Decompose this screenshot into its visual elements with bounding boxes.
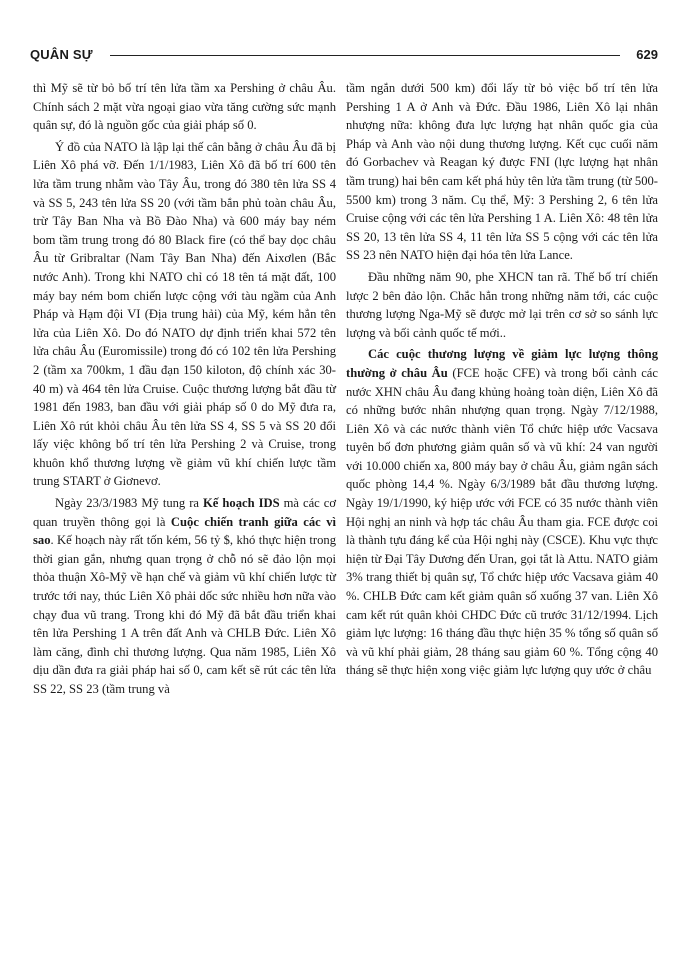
bold-text: Kế hoạch IDS	[203, 496, 280, 511]
bold-text: Cuộc chiến tranh giữa các vì sao	[33, 514, 336, 548]
text-run: (FCE hoặc CFE) và trong bối cảnh các nước XHN châu Âu đang khủng hoảng toàn diện, Liên Xô đã có những bước nhân nhượng quan trọng. Ngày 7/12/1988, Liên Xô và các nước thành viên Tổ chức hiệp ước Vacsava tuyên bố đơn phương giảm quân số và vũ khí: 24 van người với 10.000 chiến xa, 800 máy bay ở châu Âu, giảm ngân sách quốc phòng 14,4 %. Ngày 6/3/1989 bắt đầu thương lượng. Ngày 19/1/1990, ký hiệp ước với FCE có 35 nước thành viên Hội nghị an ninh và hợp tác châu Âu tham gia. FCE được coi là thành tựu đáng kể của Hội nghị này (CSCE). Khu vực thực hiện từ Đại Tây Dương đến Uran, gọi tắt là Attu. NATO giảm 3% trang thiết bị quân sự, Tổ chức hiệp ước Vacsava giảm 40 %. CHLB Đức cam kết giảm quân số xuống 37 van. Liên Xô cam kết rút quân khỏi CHDC Đức cũ trước 31/12/1994. Lịch giảm lực lượng: 16 tháng đầu thực hiện 35 % tổng số quân số và vũ khí phải giảm, 28 tháng sau giảm 60 %. Tổng cộng 40 tháng sẽ thực hiện xong việc giảm lực lượng quy ước ở châu	[346, 365, 658, 678]
text-run: Đầu những năm 90, phe XHCN tan rã. Thế bố trí chiến lược 2 bên đảo lộn. Chắc hẳn trong những năm tới, các cuộc thương lượng Nga-Mỹ sẽ được mở lại trên cơ sở so sánh lực lượng và bối cảnh quốc tế mới..	[346, 269, 658, 340]
paragraph	[33, 494, 336, 699]
right-column	[346, 79, 658, 680]
bold-text: Các cuộc thương lượng về giảm lực lượng thông thường ở châu Âu	[346, 347, 658, 380]
page-header	[30, 47, 658, 69]
text-run: thì Mỹ sẽ từ bỏ bố trí tên lửa tầm xa Pershing ở châu Âu. Chính sách 2 mặt vừa ngoại giao vừa tăng cường sức mạnh quân sự, đó là nguồn gốc của giải pháp số 0.	[33, 81, 336, 133]
text-run: tầm ngắn dưới 500 km) đổi lấy từ bỏ việc bố trí tên lửa Pershing 1 A ở Anh và Đức. Đầu 1986, Liên Xô lại nhân nhượng nữa: không đưa lực lượng hạt nhân quốc gia của Pháp và Anh vào nội dung thương lượng. Kết cục cuối năm đó Gorbachev và Reagan ký được FNI (lực lượng hạt nhân tầm trung) hai bên cam kết phá hủy tên lửa tầm trung (từ 500-5500 km) trong 3 năm. Cụ thể, Mỹ: 3 Pershing 2, 6 tên lửa Cruise cộng với các tên lửa Pershing 1 A. Liên Xô: 48 tên lửa SS 20, 13 tên lửa SS 4, 11 tên lửa SS 5 cộng với các tên lửa SS 23 nên NATO hiện đại hóa tên lửa Lance.	[346, 81, 658, 263]
text-run: Ý đồ của NATO là lập lại thế cân bằng ở châu Âu đã bị Liên Xô phá vỡ. Đến 1/1/1983, Liên Xô đã bố trí 600 tên lửa tầm trung nhằm vào Tây Âu, trong đó 380 tên lửa SS 4 và SS 5, 243 tên lửa SS 20 (với tầm bắn phủ toàn châu Âu, trừ Tây Ban Nha và Bồ Đào Nha) và 600 máy bay ném bom tầm trung trong đó 80 Black fire (có thể bay dọc châu Âu từ Gribraltar (Nam Tây Ban Nha) đến Aixơlen (Bắc nước Anh). Trong khi NATO chỉ có 18 tên tá mặt đất, 100 máy bay ném bom chiến lược cộng với tàu ngầm của Anh Pháp và Hạm đội VI (Địa trung hải) của Mỹ, kém hẳn tên lửa của Liên Xô. Do đó NATO dự định triển khai 572 tên lửa châu Âu (Euromissile) trong đó có 102 tên lửa Pershing 2 (tầm xa 700km, 1 đầu đạn 150 kiloton, độ chính xác 30-40 m) và 464 tên lửa Cruise. Cuộc thương lượng bắt đầu từ 1981 đến 1983, ban đầu với giải pháp số 0 do Mỹ đưa ra, Liên Xô rút khỏi châu Âu tên lửa SS 4, SS 5 và SS 20 đổi lấy việc không bố trí tên lửa Pershing 2 và Cruise, trong khuôn khổ thương lượng về giảm vũ khí chiến lược tầm trung START ở Giơnevơ.	[33, 139, 336, 489]
paragraph	[33, 79, 336, 135]
section-title: QUÂN SỰ	[30, 47, 93, 62]
paragraph	[346, 79, 658, 265]
paragraph	[33, 138, 336, 491]
text-run: mà các cơ quan truyền thông gọi là	[33, 496, 336, 529]
paragraph	[346, 268, 658, 342]
header-rule	[110, 55, 620, 56]
text-run: . Kế hoạch này rất tốn kém, 56 tỷ $, khó thực hiện trong thời gian gắn, nhưng quan trọng ở chỗ nó sẽ đảo lộn mọi thỏa thuận Xô-Mỹ về hạn chế và giảm vũ khí chiến lược từ trước tới nay, thúc Liên Xô phải dốc sức nhiều hơn nữa vào chạy đua vũ trang. Trong khi đó Mỹ đã bắt đầu triển khai tên lửa Pershing 1 A trên đất Anh và CHLB Đức. Liên Xô làm căng, đình chỉ thương lượng. Qua năm 1985, Liên Xô dịu dần đưa ra giải pháp hai số 0, cam kết sẽ rút các tên lửa SS 22, SS 23 (tầm trung và	[33, 533, 336, 696]
text-run: Ngày 23/3/1983 Mỹ tung ra	[55, 496, 204, 511]
paragraph	[346, 345, 658, 680]
left-column	[33, 79, 336, 699]
page-number: 629	[636, 47, 658, 62]
